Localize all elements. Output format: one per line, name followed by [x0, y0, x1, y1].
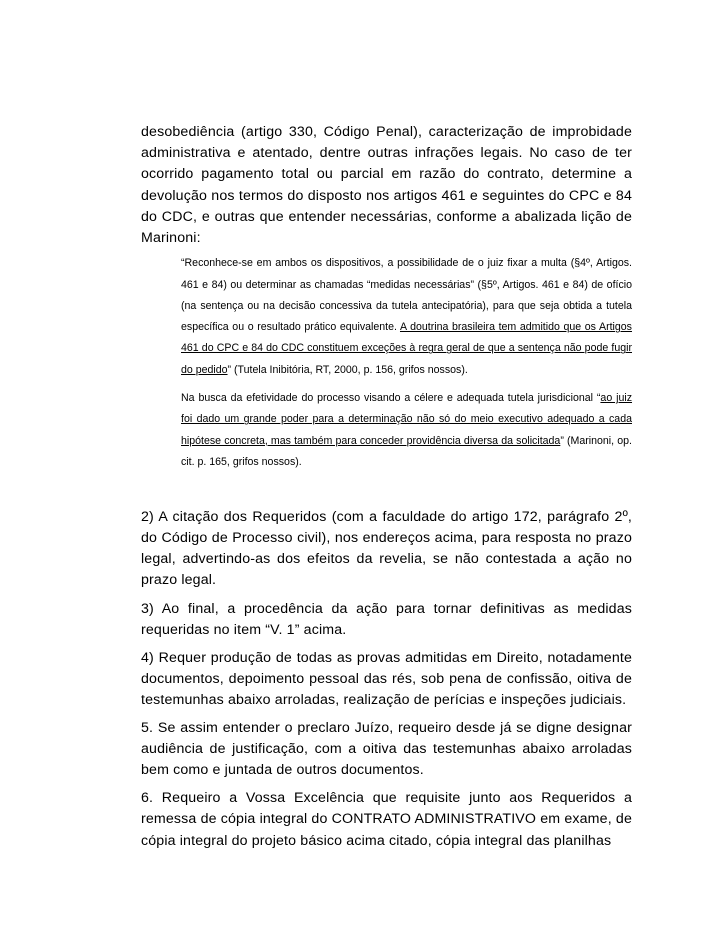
- request-paragraph-5: 5. Se assim entender o preclaro Juízo, requeiro desde já se digne designar audiência de justificação, com a oitiva das testemunhas abaixo arroladas bem como e juntada de outros documentos.: [141, 720, 632, 779]
- quote-2-underlined-text: ao juiz foi dado um grande poder para a determinação não só do meio executivo adequado a cada hipótese concreta, mas também para conceder providência diversa da solicitada: [181, 392, 633, 447]
- request-paragraph-3: 3) Ao final, a procedência da ação para tornar definitivas as medidas requeridas no item “V. 1” acima.: [141, 600, 632, 638]
- quote-marinoni-2: [181, 388, 632, 473]
- quote-marinoni-1: [181, 253, 632, 381]
- request-paragraph-2: 2) A citação dos Requeridos (com a faculdade do artigo 172, parágrafo 2º, do Código de Processo civil), nos endereços acima, para resposta no prazo legal, advertindo-as dos efeitos da revelia, se não contestada a ação no prazo legal.: [141, 509, 632, 589]
- request-paragraph-6: 6. Requeiro a Vossa Excelência que requisite junto aos Requeridos a remessa de cópia integral do CONTRATO ADMINISTRATIVO em exame, de cópia integral do projeto básico acima citado, cópia integral das planilhas: [141, 790, 632, 849]
- quote-2-citation: ” (Marinoni, op. cit. p. 165, grifos nossos).: [181, 434, 632, 468]
- intro-paragraph: desobediência (artigo 330, Código Penal), caracterização de improbidade administrativa e atentado, dentre outras infrações legais. No caso de ter ocorrido pagamento total ou parcial em razão do contrato, determine a devolução nos termos do disposto nos artigos 461 e seguintes do CPC e 84 do CDC, e outras que entender necessárias, conforme a abalizada lição de Marinoni:: [141, 124, 632, 247]
- quote-1-citation: ” (Tutela Inibitória, RT, 2000, p. 156, grifos nossos).: [227, 363, 468, 376]
- quotation-block: [181, 253, 632, 473]
- document-page: [141, 122, 632, 852]
- quote-1-underlined-text: A doutrina brasileira tem admitido que os Artigos 461 do CPC e 84 do CDC constituem exceções à regra geral de que a sentença não pode fugir do pedido: [181, 321, 632, 376]
- quote-2-text: Na busca da efetividade do processo visando a célere e adequada tutela jurisdicional “: [181, 392, 601, 404]
- quote-1-text: “Reconhece-se em ambos os dispositivos, a possibilidade de o juiz fixar a multa (§4º, Artigos. 461 e 84) ou determinar as chamadas “medidas necessárias” (§5º, Artigos. 461 e 84) de ofício (na sentença ou na decisão concessiva da tutela antecipatória), para que seja obtida a tutela específica ou o resultado prático equivalente.: [181, 257, 632, 334]
- request-paragraph-4: 4) Requer produção de todas as provas admitidas em Direito, notadamente documentos, depoimento pessoal das rés, sob pena de confissão, oitiva de testemunhas abaixo arroladas, realização de perícias e inspeções judiciais.: [141, 649, 632, 708]
